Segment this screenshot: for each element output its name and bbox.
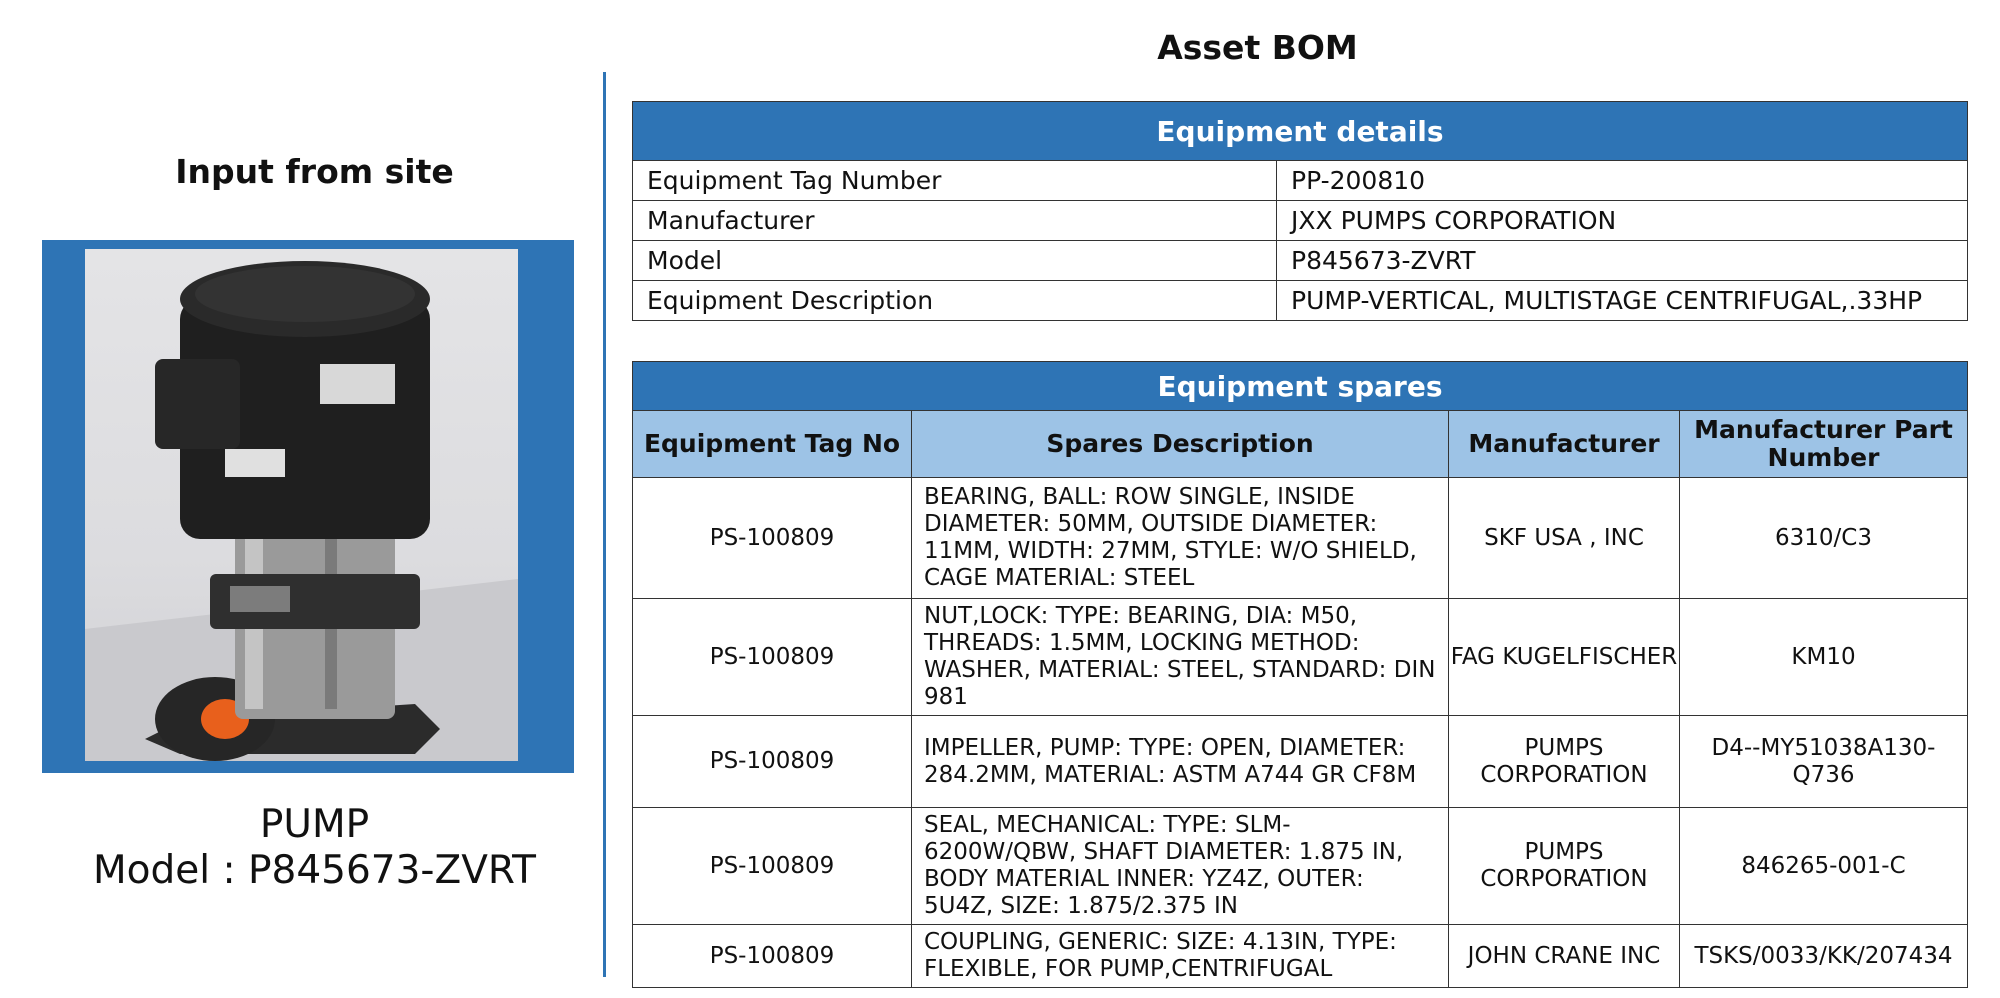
table-row bbox=[633, 599, 1968, 716]
manufacturer-cell: JOHN CRANE INC bbox=[1449, 925, 1680, 988]
column-header-manufacturer: Manufacturer bbox=[1449, 411, 1680, 478]
part-number-cell: TSKS/0033/KK/207434 bbox=[1680, 925, 1968, 988]
column-header-part-number: Manufacturer Part Number bbox=[1680, 411, 1968, 478]
pump-illustration bbox=[85, 249, 518, 761]
part-number-cell: 6310/C3 bbox=[1680, 478, 1968, 599]
details-row bbox=[633, 161, 1968, 201]
input-from-site-title: Input from site bbox=[175, 152, 454, 191]
equipment-details-table bbox=[632, 101, 1968, 321]
part-number-cell: KM10 bbox=[1680, 599, 1968, 716]
details-row bbox=[633, 241, 1968, 281]
table-row bbox=[633, 716, 1968, 808]
part-number-cell: D4--MY51038A130-Q736 bbox=[1680, 716, 1968, 808]
details-value: PUMP-VERTICAL, MULTISTAGE CENTRIFUGAL,.33HP bbox=[1277, 281, 1968, 321]
description-cell: SEAL, MECHANICAL: TYPE: SLM-6200W/QBW, SHAFT DIAMETER: 1.875 IN, BODY MATERIAL INNER: YZ4Z, OUTER: 5U4Z, SIZE: 1.875/2.375 IN bbox=[912, 808, 1449, 925]
details-label: Equipment Description bbox=[633, 281, 1277, 321]
column-header-description: Spares Description bbox=[912, 411, 1449, 478]
part-number-cell: 846265-001-C bbox=[1680, 808, 1968, 925]
tag-cell: PS-100809 bbox=[633, 478, 912, 599]
pump-caption bbox=[42, 802, 587, 894]
table-row bbox=[633, 808, 1968, 925]
tag-cell: PS-100809 bbox=[633, 925, 912, 988]
details-label: Manufacturer bbox=[633, 201, 1277, 241]
details-row bbox=[633, 281, 1968, 321]
tag-cell: PS-100809 bbox=[633, 599, 912, 716]
tag-cell: PS-100809 bbox=[633, 808, 912, 925]
details-label: Equipment Tag Number bbox=[633, 161, 1277, 201]
asset-bom-title: Asset BOM bbox=[1157, 28, 1358, 67]
description-cell: BEARING, BALL: ROW SINGLE, INSIDE DIAMETER: 50MM, OUTSIDE DIAMETER: 11MM, WIDTH: 27MM, STYLE: W/O SHIELD, CAGE MATERIAL: STEEL bbox=[912, 478, 1449, 599]
manufacturer-cell: PUMPS CORPORATION bbox=[1449, 716, 1680, 808]
equipment-spares-header: Equipment spares bbox=[633, 362, 1968, 411]
details-value: P845673-ZVRT bbox=[1277, 241, 1968, 281]
tag-cell: PS-100809 bbox=[633, 716, 912, 808]
manufacturer-cell: FAG KUGELFISCHER bbox=[1449, 599, 1680, 716]
details-value: PP-200810 bbox=[1277, 161, 1968, 201]
details-row bbox=[633, 201, 1968, 241]
manufacturer-cell: PUMPS CORPORATION bbox=[1449, 808, 1680, 925]
caption-model: Model : P845673-ZVRT bbox=[93, 848, 536, 893]
description-cell: IMPELLER, PUMP: TYPE: OPEN, DIAMETER: 284.2MM, MATERIAL: ASTM A744 GR CF8M bbox=[912, 716, 1449, 808]
column-header-tag: Equipment Tag No bbox=[633, 411, 912, 478]
details-label: Model bbox=[633, 241, 1277, 281]
table-row bbox=[633, 478, 1968, 599]
vertical-divider bbox=[603, 72, 606, 977]
caption-type: PUMP bbox=[259, 802, 370, 847]
pump-photo bbox=[85, 249, 518, 761]
pump-photo-frame bbox=[42, 240, 574, 773]
equipment-spares-table bbox=[632, 361, 1968, 988]
manufacturer-cell: SKF USA , INC bbox=[1449, 478, 1680, 599]
equipment-details-header: Equipment details bbox=[633, 102, 1968, 161]
description-cell: COUPLING, GENERIC: SIZE: 4.13IN, TYPE: FLEXIBLE, FOR PUMP,CENTRIFUGAL bbox=[912, 925, 1449, 988]
details-value: JXX PUMPS CORPORATION bbox=[1277, 201, 1968, 241]
table-row bbox=[633, 925, 1968, 988]
description-cell: NUT,LOCK: TYPE: BEARING, DIA: M50, THREADS: 1.5MM, LOCKING METHOD: WASHER, MATERIAL: STEEL, STANDARD: DIN 981 bbox=[912, 599, 1449, 716]
